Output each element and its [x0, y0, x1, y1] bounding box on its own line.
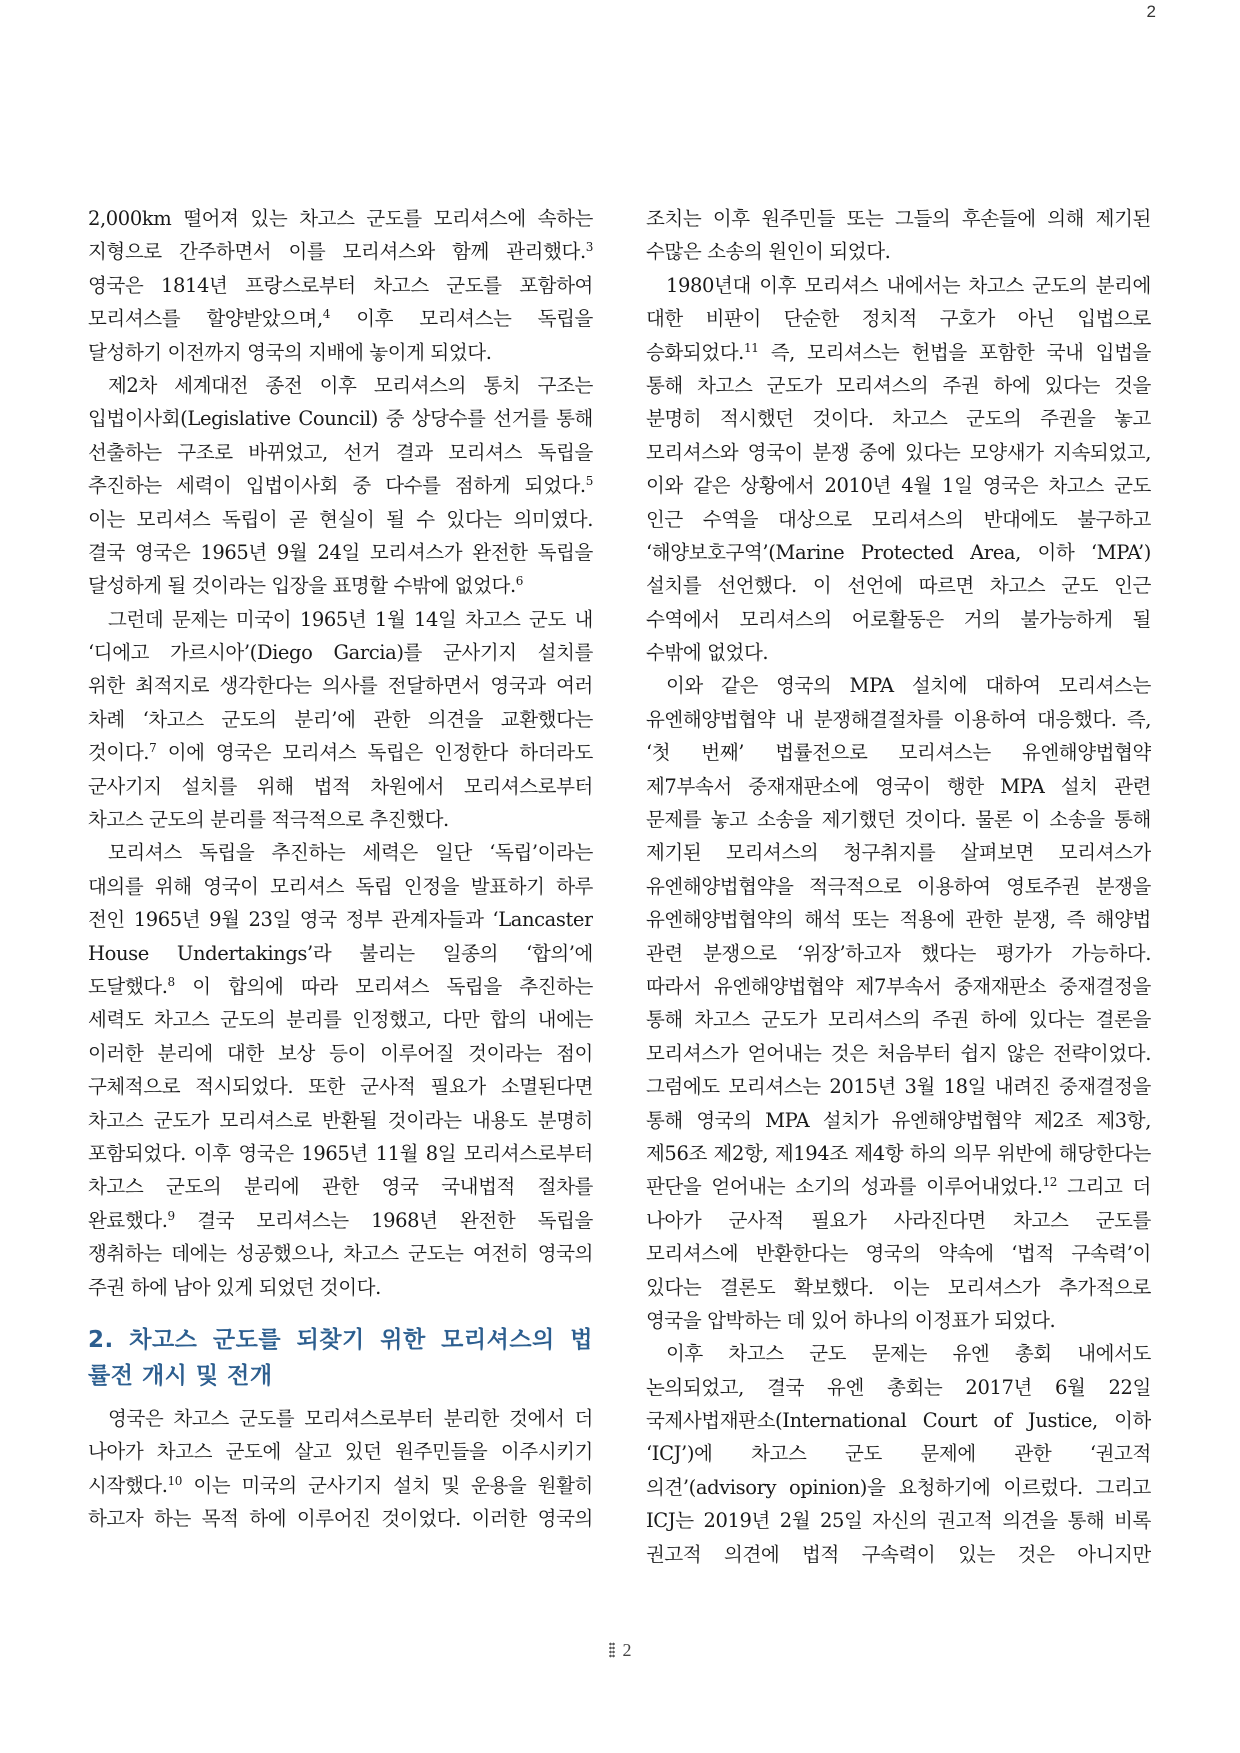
text-line: 그럼에도 모리셔스는 2015년 3월 18일 내려진 중재결정을 [646, 1075, 1151, 1099]
text-line: 군사기지 설치를 위해 법적 차원에서 모리셔스로부터 [88, 774, 593, 798]
text-line: 포함되었다. 이후 영국은 1965년 11월 8일 모리셔스로부터 [88, 1141, 593, 1165]
text-line: 주권 하에 남아 있게 되었던 것이다. [88, 1275, 381, 1299]
text-line: 선출하는 구조로 바뀌었고, 선거 결과 모리셔스 독립을 [88, 440, 593, 464]
text-line: 도달했다.$^8$ 이 합의에 따라 모리셔스 독립을 추진하는 [88, 974, 593, 998]
header-page-number: 2 [1146, 2, 1156, 21]
text-line: 시작했다.$^{10}$ 이는 미국의 군사기지 설치 및 운용을 원활히 [88, 1473, 593, 1497]
text-line: 영국은 1814년 프랑스로부터 차고스 군도를 포함하여 [88, 273, 593, 297]
footnote-ref[interactable]: 11 [743, 340, 759, 355]
text-line: ‘ICJ’)에 차고스 군도 문제에 관한 ‘권고적 [646, 1442, 1151, 1466]
text-line: 완료했다.$^9$ 결국 모리셔스는 1968년 완전한 독립을 [88, 1208, 593, 1232]
text-line: 입법이사회(Legislative Council) 중 상당수를 선거를 통해 [88, 407, 593, 431]
text-line: 제2차 세계대전 종전 이후 모리셔스의 통치 구조는 [108, 373, 593, 397]
text-line: 위한 최적지로 생각한다는 의사를 전달하면서 영국과 여러 [88, 674, 593, 698]
text-line: 전인 1965년 9월 23일 영국 정부 관계자들과 ‘Lancaster [88, 908, 593, 932]
text-line: 1980년대 이후 모리셔스 내에서는 차고스 군도의 분리에 [666, 273, 1151, 297]
text-line: 모리셔스가 얻어내는 것은 처음부터 쉽지 않은 전략이었다. [646, 1041, 1151, 1065]
text-line: 그런데 문제는 미국이 1965년 1월 14일 차고스 군도 내 [108, 607, 593, 631]
footnote-ref[interactable]: 12 [1042, 1175, 1058, 1190]
text-line: 따라서 유엔해양법협약 제7부속서 중재재판소 중재결정을 [646, 974, 1151, 998]
text-line: 모리셔스에 반환한다는 영국의 약속에 ‘법적 구속력’이 [646, 1242, 1151, 1266]
text-line: 이는 모리셔스 독립이 곧 현실이 될 수 있다는 의미였다. [88, 507, 593, 531]
text-line: 승화되었다.$^{11}$ 즉, 모리셔스는 헌법을 포함한 국내 입법을 [646, 340, 1151, 364]
footnote-ref[interactable]: 5 [585, 474, 593, 489]
text-line: ‘해양보호구역’(Marine Protected Area, 이하 ‘MPA’) [646, 540, 1151, 564]
text-line: 유엔해양법협약 내 분쟁해결절차를 이용하여 대응했다. 즉, [646, 707, 1151, 731]
text-line: 제기된 모리셔스의 청구취지를 살펴보면 모리셔스가 [646, 841, 1151, 865]
text-line: 유엔해양법협약의 해석 또는 적용에 관한 분쟁, 즉 해양법 [646, 908, 1151, 932]
text-line: 쟁취하는 데에는 성공했으나, 차고스 군도는 여전히 영국의 [88, 1242, 593, 1266]
text-line: 수역에서 모리셔스의 어로활동은 거의 불가능하게 될 [646, 607, 1151, 631]
text-line: 유엔해양법협약을 적극적으로 이용하여 영토주권 분쟁을 [646, 874, 1151, 898]
section-heading-line: 률전 개시 및 전개 [88, 1362, 273, 1389]
text-line: 인근 수역을 대상으로 모리셔스의 반대에도 불구하고 [646, 507, 1151, 531]
text-line: 의견’(advisory opinion)을 요청하기에 이르렀다. 그리고 [646, 1475, 1151, 1499]
footer [0, 1640, 1240, 1661]
footnote-ref[interactable]: 7 [149, 741, 157, 756]
text-line: 영국을 압박하는 데 있어 하나의 이정표가 되었다. [646, 1308, 1056, 1332]
text-line: 2,000km 떨어져 있는 차고스 군도를 모리셔스에 속하는 [88, 207, 593, 230]
text-line: 관련 분쟁으로 ‘위장’하고자 했다는 평가가 가능하다. [646, 941, 1151, 965]
footnote-ref[interactable]: 10 [167, 1473, 183, 1488]
text-line: 하고자 하는 목적 하에 이루어진 것이었다. 이러한 영국의 [88, 1507, 593, 1531]
text-line: 영국은 차고스 군도를 모리셔스로부터 분리한 것에서 더 [108, 1406, 593, 1430]
footnote-ref[interactable]: 9 [167, 1208, 175, 1223]
text-line: 이러한 분리에 대한 보상 등이 이루어질 것이라는 점이 [88, 1041, 593, 1065]
text-line: 차고스 군도가 모리셔스로 반환될 것이라는 내용도 분명히 [88, 1108, 593, 1132]
right-column [646, 202, 1151, 1571]
text-line: 통해 차고스 군도가 모리셔스의 주권 하에 있다는 것을 [646, 373, 1151, 397]
text-line: 이후 차고스 군도 문제는 유엔 총회 내에서도 [666, 1342, 1151, 1366]
text-line: 통해 영국의 MPA 설치가 유엔해양법협약 제2조 제3항, [646, 1108, 1151, 1132]
text-line: 조치는 이후 원주민들 또는 그들의 후손들에 의해 제기된 [646, 207, 1151, 230]
text-line: 분명히 적시했던 것이다. 차고스 군도의 주권을 놓고 [646, 407, 1151, 431]
text-line: 논의되었고, 결국 유엔 총회는 2017년 6월 22일 [646, 1375, 1151, 1399]
text-line: ‘첫 번째’ 법률전으로 모리셔스는 유엔해양법협약 [646, 741, 1151, 765]
text-line: 판단을 얻어내는 소기의 성과를 이루어내었다.$^{12}$ 그리고 더 [646, 1175, 1151, 1199]
footer-page-number: 2 [622, 1640, 632, 1660]
left-column [88, 202, 593, 1535]
text-line: 나아가 차고스 군도에 살고 있던 원주민들을 이주시키기 [88, 1440, 593, 1464]
text-line: 설치를 선언했다. 이 선언에 따르면 차고스 군도 인근 [646, 574, 1151, 598]
footnote-ref[interactable]: 6 [515, 574, 524, 589]
text-line: 모리셔스를 할양받았으며,$^4$ 이후 모리셔스는 독립을 [88, 307, 593, 331]
text-line: 수많은 소송의 원인이 되었다. [646, 240, 891, 264]
text-line: 달성하게 될 것이라는 입장을 표명할 수밖에 없었다.$^6$ [88, 574, 524, 598]
text-line: 추진하는 세력이 입법이사회 중 다수를 점하게 되었다.$^5$ [88, 474, 593, 498]
text-line: 모리셔스와 영국이 분쟁 중에 있다는 모양새가 지속되었고, [646, 440, 1151, 464]
text-line: 제56조 제2항, 제194조 제4항 하의 의무 위반에 해당한다는 [646, 1141, 1151, 1165]
footnote-ref[interactable]: 3 [585, 240, 593, 255]
text-line: 이와 같은 영국의 MPA 설치에 대하여 모리셔스는 [666, 674, 1151, 698]
text-line: 있다는 결론도 확보했다. 이는 모리셔스가 추가적으로 [646, 1275, 1151, 1299]
text-line: ICJ는 2019년 2월 25일 자신의 권고적 의견을 통해 비록 [646, 1509, 1151, 1533]
text-line: House Undertakings’라 불리는 일종의 ‘합의’에 [88, 941, 593, 965]
text-line: 나아가 군사적 필요가 사라진다면 차고스 군도를 [646, 1208, 1151, 1232]
text-line: 지형으로 간주하면서 이를 모리셔스와 함께 관리했다.$^3$ [88, 240, 593, 264]
text-line: 차례 ‘차고스 군도의 분리’에 관한 의견을 교환했다는 [88, 707, 593, 731]
text-line: ‘디에고 가르시아’(Diego Garcia)를 군사기지 설치를 [88, 641, 593, 665]
footnote-ref[interactable]: 4 [322, 307, 331, 322]
text-line: 구체적으로 적시되었다. 또한 군사적 필요가 소멸된다면 [88, 1075, 593, 1099]
text-line: 수밖에 없었다. [646, 641, 769, 665]
text-line: 대의를 위해 영국이 모리셔스 독립 인정을 발표하기 하루 [88, 874, 593, 898]
footer-dots-icon [609, 1642, 615, 1658]
text-line: 통해 차고스 군도가 모리셔스의 주권 하에 있다는 결론을 [646, 1008, 1151, 1032]
text-line: 모리셔스 독립을 추진하는 세력은 일단 ‘독립’이라는 [108, 841, 593, 865]
text-line: 국제사법재판소(International Court of Justice, 이하 [646, 1409, 1151, 1433]
text-line: 대한 비판이 단순한 정치적 구호가 아닌 입법으로 [646, 307, 1151, 331]
section-heading-line: 2. 차고스 군도를 되찾기 위한 모리셔스의 법 [88, 1326, 593, 1353]
section-heading [88, 1322, 593, 1394]
text-line: 문제를 놓고 소송을 제기했던 것이다. 물론 이 소송을 통해 [646, 808, 1151, 832]
footnote-ref[interactable]: 8 [167, 974, 175, 989]
text-line: 세력도 차고스 군도의 분리를 인정했고, 다만 합의 내에는 [88, 1008, 593, 1032]
text-line: 차고스 군도의 분리에 관한 영국 국내법적 절차를 [88, 1175, 593, 1199]
text-line: 이와 같은 상황에서 2010년 4월 1일 영국은 차고스 군도 [646, 474, 1151, 498]
text-line: 결국 영국은 1965년 9월 24일 모리셔스가 완전한 독립을 [88, 540, 593, 564]
text-line: 달성하기 이전까지 영국의 지배에 놓이게 되었다. [88, 340, 492, 364]
text-line: 것이다.$^7$ 이에 영국은 모리셔스 독립은 인정한다 하더라도 [88, 741, 593, 765]
text-line: 차고스 군도의 분리를 적극적으로 추진했다. [88, 808, 449, 832]
text-line: 권고적 의견에 법적 구속력이 있는 것은 아니지만 [646, 1542, 1151, 1566]
text-line: 제7부속서 중재재판소에 영국이 행한 MPA 설치 관련 [646, 774, 1151, 798]
